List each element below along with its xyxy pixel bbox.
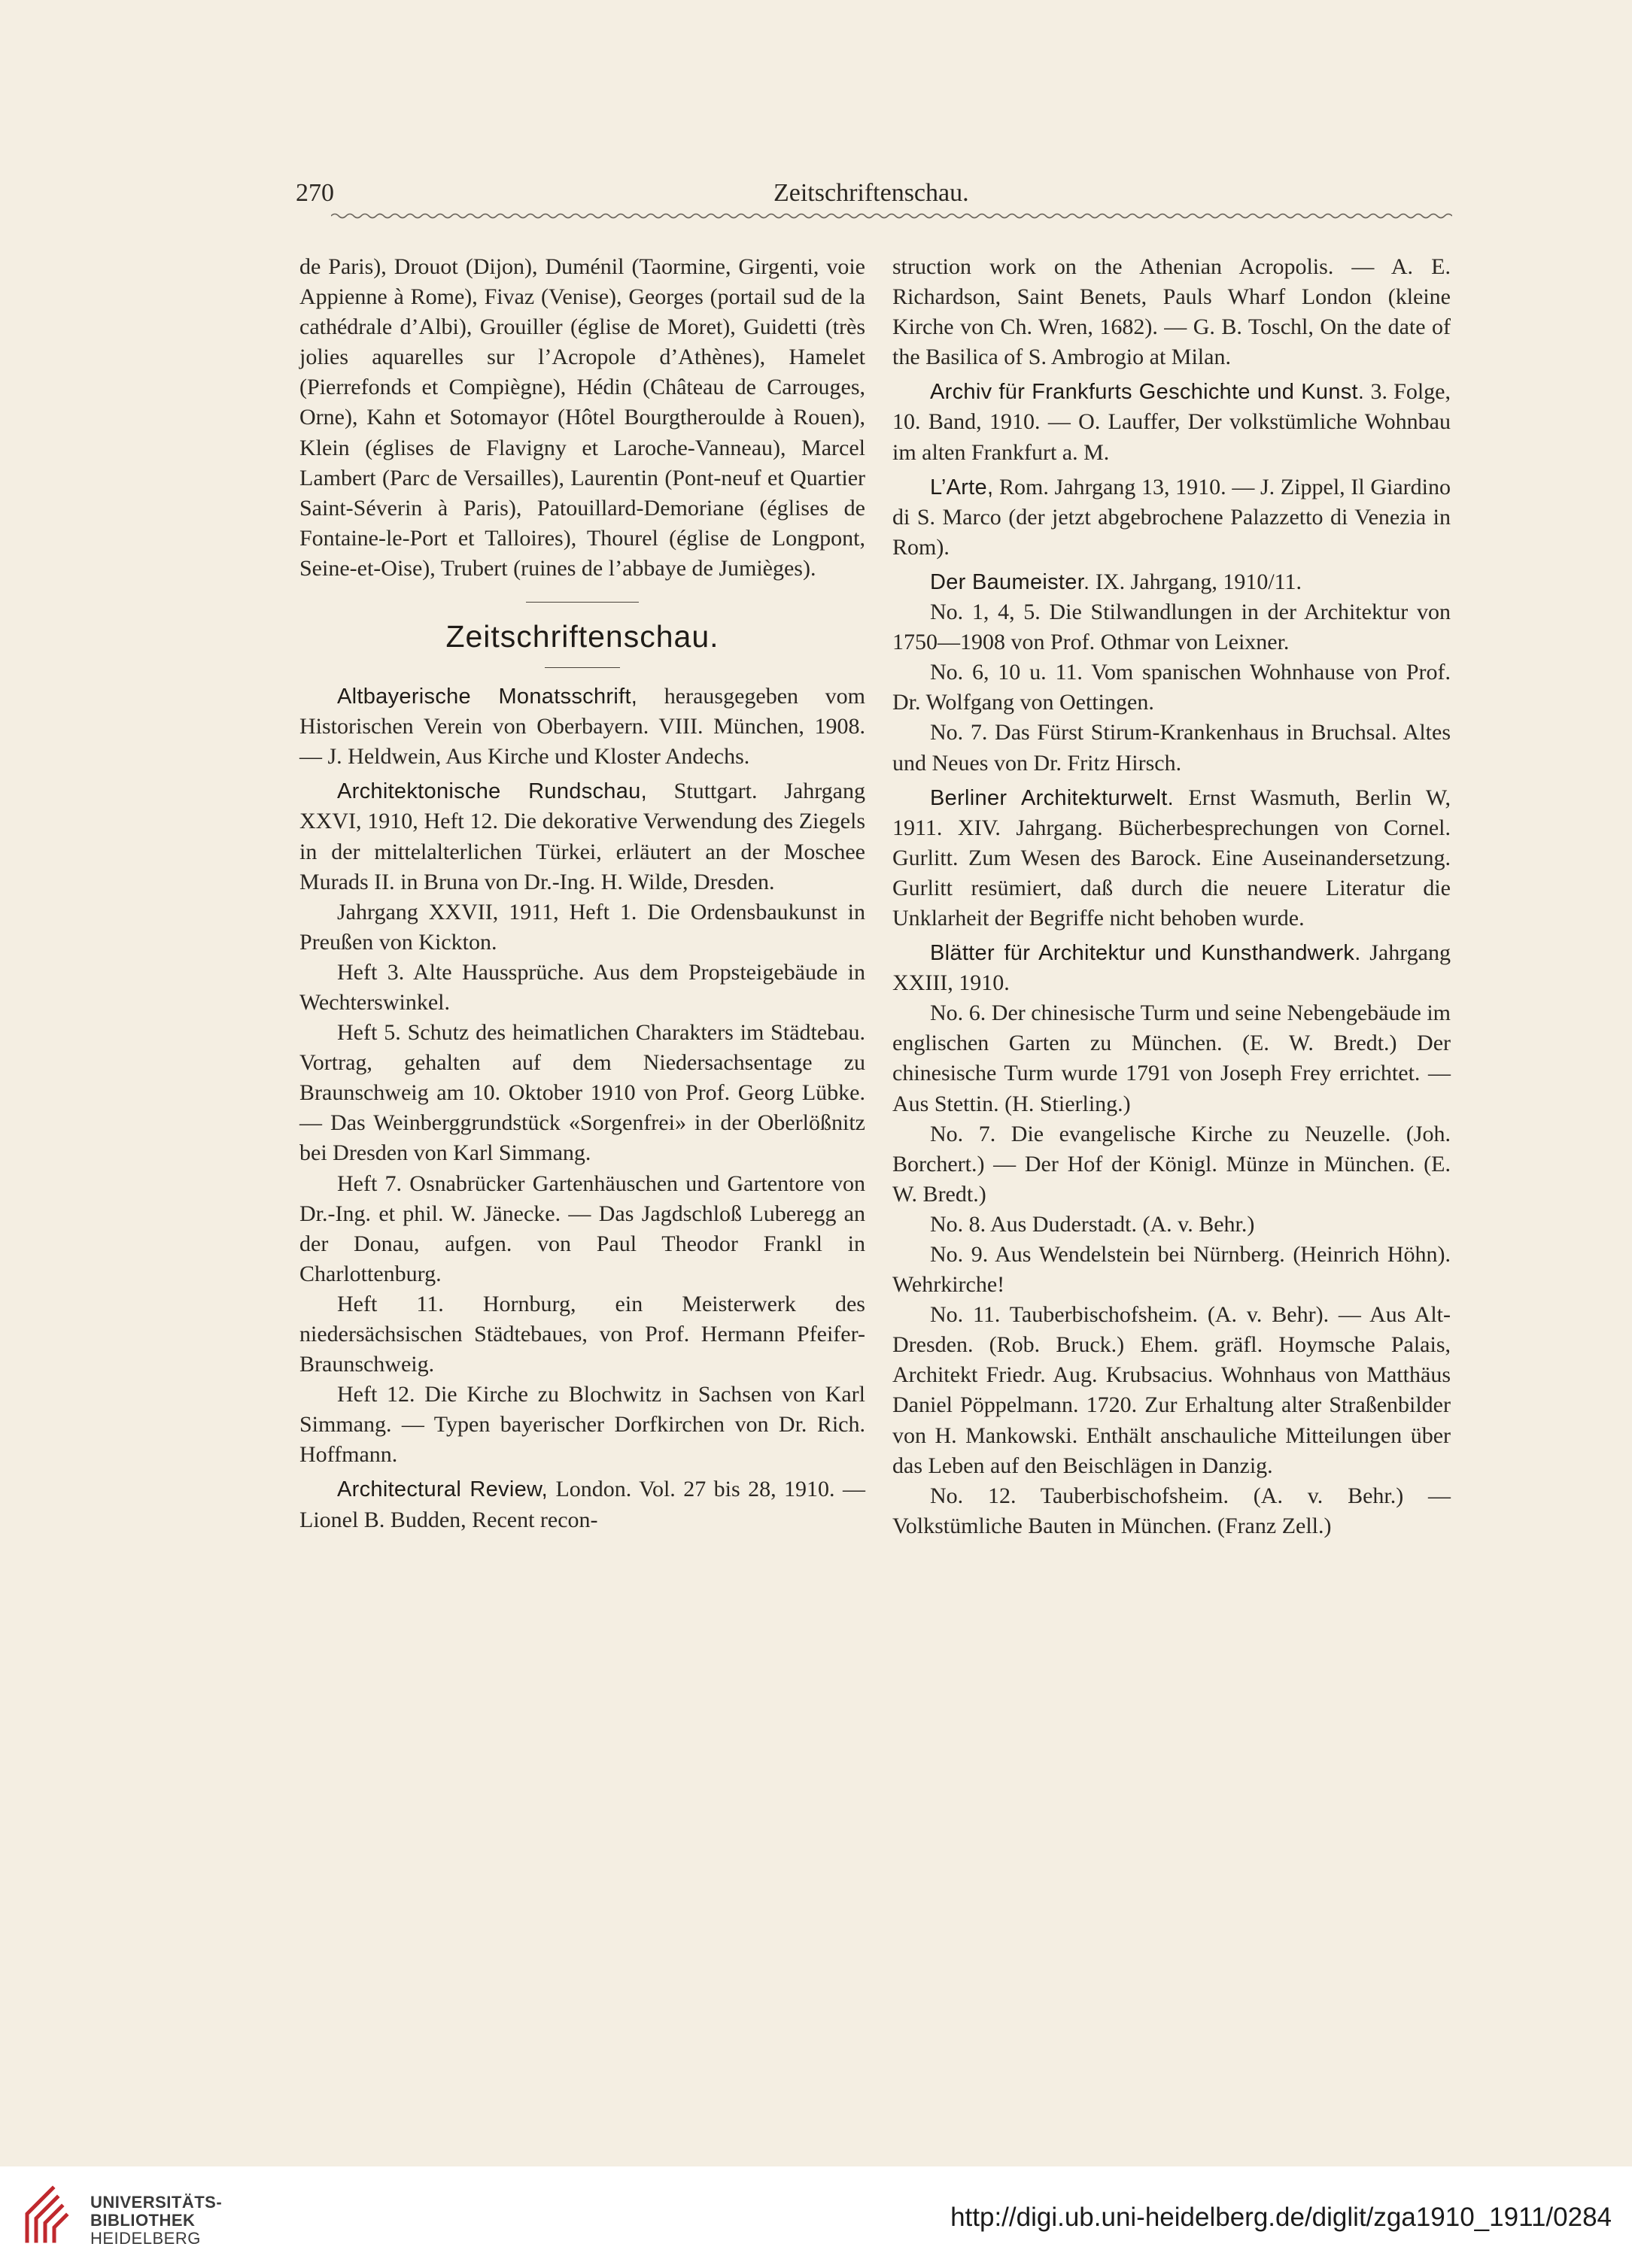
issue-paragraph: No. 6. Der chinesische Turm und seine Nebengebäude im englischen Garten zu München. (E. W. Bredt.) Der chinesische Turm wurde 1791 von Joseph Frey errichtet. — Aus Stettin. (H. Stierling.)	[892, 1000, 1451, 1116]
entry-text: Stuttgart. Jahrgang XXVI, 1910, Heft 12. Die dekorative Verwendung des Ziegels in der mittelalterlichen Türkei, erläutert an der Moschee Murads II. in Bruna von Dr.-Ing. H. Wilde, Dresden.	[299, 779, 865, 894]
issue-paragraph: Heft 5. Schutz des heimatlichen Charakters im Städtebau. Vortrag, gehalten auf dem Niedersachsentage zu Braunschweig am 10. Oktober 1910 von Prof. Georg Lübke. — Das Weinberggrundstück «Sorgenfrei» in der Oberlößnitz bei Dresden von Karl Simmang.	[299, 1020, 865, 1166]
entry-text: Rom. Jahrgang 13, 1910. — J. Zippel, Il Giardino di S. Marco (der jetzt abgebrochene Palazzetto di Venezia in Rom).	[892, 474, 1451, 560]
separator-rule	[526, 602, 639, 603]
separator-rule	[545, 667, 620, 668]
section-title: Zeitschriftenschau.	[445, 619, 719, 654]
journal-entry	[299, 776, 865, 897]
issue-paragraph: No. 6, 10 u. 11. Vom spanischen Wohnhause von Prof. Dr. Wolfgang von Oettingen.	[892, 660, 1451, 715]
journal-entry	[892, 938, 1451, 998]
journal-entry	[299, 682, 865, 772]
journal-entry	[892, 783, 1451, 934]
journal-entry	[892, 567, 1451, 597]
entry-text: Jahrgang XXIII, 1910.	[892, 940, 1451, 996]
journal-name: Der Baumeister.	[930, 569, 1090, 594]
entry-text: London. Vol. 27 bis 28, 1910. — Lionel B. Budden, Recent recon-	[299, 1477, 865, 1532]
issue-paragraph: No. 8. Aus Duderstadt. (A. v. Behr.)	[930, 1211, 1255, 1237]
issue-paragraph: Heft 7. Osnabrücker Gartenhäuschen und Gartentore von Dr.-Ing. et phil. W. Jänecke. — Das Jagdschloß Luberegg an der Donau, aufgen. von Paul Theodor Frankl in Charlottenburg.	[299, 1170, 865, 1286]
issue-paragraph: No. 1, 4, 5. Die Stilwandlungen in der Architektur von 1750—1908 von Prof. Othmar von Leixner.	[892, 600, 1451, 655]
journal-entry	[892, 377, 1451, 467]
journal-entry	[299, 1474, 865, 1535]
source-url[interactable]: http://digi.ub.uni-heidelberg.de/diglit/zga1910_1911/0284	[950, 2203, 1612, 2232]
journal-name: Architectural Review,	[337, 1477, 549, 1502]
entry-text: herausgegeben vom Historischen Verein von Oberbayern. VIII. München, 1908. — J. Heldwein, Aus Kirche und Kloster Andechs.	[299, 684, 865, 770]
running-title: Zeitschriftenschau.	[773, 179, 969, 207]
entry-text: 3. Folge, 10. Band, 1910. — O. Lauffer, Der volkstümliche Wohnbau im alten Frankfurt a. M.	[892, 379, 1451, 465]
library-name-line3: HEIDELBERG	[90, 2229, 201, 2248]
left-column	[299, 252, 865, 1535]
journal-name: Berliner Architekturwelt.	[930, 785, 1175, 810]
journal-name: L’Arte,	[930, 475, 994, 499]
journal-name: Blätter für Architektur und Kunsthandwerk.	[930, 941, 1361, 966]
continuation-paragraph: de Paris), Drouot (Dijon), Duménil (Taormine, Girgenti, voie Appienne à Rome), Fivaz (Venise), Georges (portail sud de la cathédrale d’Albi), Grouiller (église de Moret), Guidetti (très jolies aquarelles sur l’Acropole d’Athènes), Hamelet (Pierrefonds et Compiègne), Hédin (Château de Carrouges, Orne), Kahn et Sotomayor (Hôtel Bourgtheroulde à Rouen), Klein (églises de Flavigny et Laroche-Vanneau), Marcel Lambert (Parc de Versailles), Laurentin (Pont-neuf et Quartier Saint-Séverin à Paris), Patouillard-Demoriane (églises de Fontaine-le-Port et Talloires), Thourel (église de Longpont, Seine-et-Oise), Trubert (ruines de l’abbaye de Jumièges).	[299, 254, 865, 581]
library-name-line2: BIBLIOTHEK	[90, 2211, 196, 2230]
issue-paragraph: Heft 12. Die Kirche zu Blochwitz in Sachsen von Karl Simmang. — Typen bayerischer Dorfkirchen von Dr. Rich. Hoffmann.	[299, 1382, 865, 1468]
university-library-logo-icon	[23, 2184, 84, 2245]
continuation-paragraph: struction work on the Athenian Acropolis. — A. E. Richardson, Saint Benets, Pauls Wharf London (kleine Kirche von Ch. Wren, 1682). — G. B. Toschl, On the date of the Basilica of S. Ambrogio at Milan.	[892, 254, 1451, 370]
journal-entry	[892, 472, 1451, 563]
library-name-line1: UNIVERSITÄTS-	[90, 2193, 223, 2212]
issue-paragraph: No. 12. Tauberbischofsheim. (A. v. Behr.) — Volkstümliche Bauten in München. (Franz Zell.)	[892, 1483, 1451, 1538]
issue-paragraph: No. 7. Das Fürst Stirum-Krankenhaus in Bruchsal. Altes und Neues von Dr. Fritz Hirsch.	[892, 720, 1451, 776]
journal-name: Archiv für Frankfurts Geschichte und Kunst.	[930, 380, 1365, 405]
issue-paragraph: Heft 11. Hornburg, ein Meisterwerk des niedersächsischen Städtebaues, von Prof. Hermann Pfeifer-Braunschweig.	[299, 1291, 865, 1377]
journal-name: Altbayerische Monatsschrift,	[337, 685, 638, 709]
right-column	[892, 252, 1451, 1541]
page-number: 270	[296, 179, 334, 207]
issue-paragraph: Heft 3. Alte Haussprüche. Aus dem Propsteigebäude in Wechterswinkel.	[299, 959, 865, 1015]
issue-paragraph: No. 11. Tauberbischofsheim. (A. v. Behr). — Aus Alt-Dresden. (Rob. Bruck.) Ehem. gräfl. Hoymsche Palais, Architekt Friedr. Aug. Krubsacius. Wohnhaus von Matthäus Daniel Pöppelmann. 1720. Zur Erhaltung alter Straßenbilder von H. Mankowski. Enthält anschauliche Mitteilungen über das Leben auf den Beischlägen in Danzig.	[892, 1302, 1451, 1478]
entry-text: IX. Jahrgang, 1910/11.	[1090, 569, 1302, 594]
issue-paragraph: No. 9. Aus Wendelstein bei Nürnberg. (Heinrich Höhn). Wehrkirche!	[892, 1242, 1451, 1298]
journal-name: Architektonische Rundschau,	[337, 779, 647, 804]
wavy-header-rule	[331, 211, 1452, 221]
issue-paragraph: No. 7. Die evangelische Kirche zu Neuzelle. (Joh. Borchert.) — Der Hof der Königl. Münze in München. (E. W. Bredt.)	[892, 1121, 1451, 1207]
entry-text: Ernst Wasmuth, Berlin W, 1911. XIV. Jahrgang. Bücherbesprechungen von Cornel. Gurlitt. Zum Wesen des Barock. Eine Auseinandersetzung. Gurlitt resümiert, daß durch die neuere Literatur die Unklarheit der Begriffe nicht behoben wurde.	[892, 785, 1451, 931]
issue-paragraph: Jahrgang XXVII, 1911, Heft 1. Die Ordensbaukunst in Preußen von Kickton.	[299, 899, 865, 955]
library-name	[90, 2194, 222, 2248]
